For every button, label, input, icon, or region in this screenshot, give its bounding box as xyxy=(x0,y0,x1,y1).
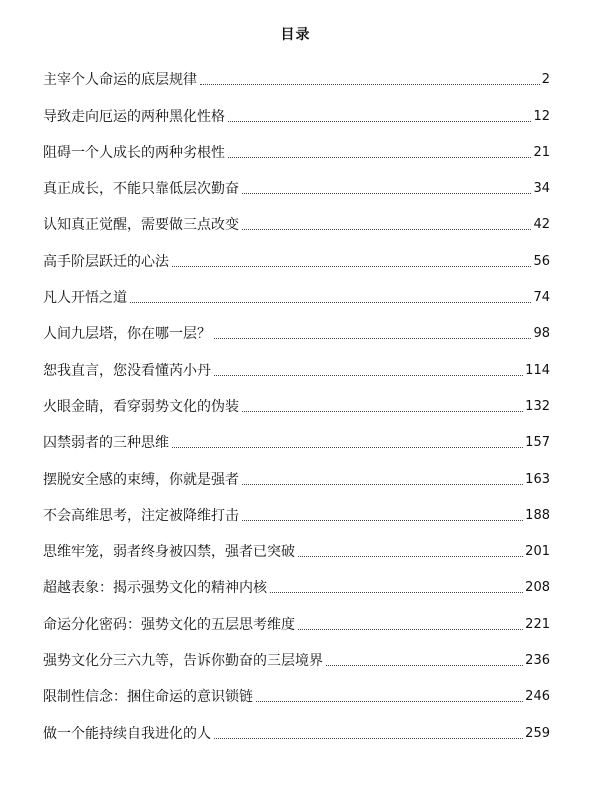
toc-entry-title: 高手阶层跃迁的心法 xyxy=(43,253,169,270)
toc-entry[interactable] xyxy=(43,635,550,671)
toc-entry-page-number: 56 xyxy=(533,253,550,269)
toc-entry[interactable] xyxy=(43,562,550,598)
toc-entry-page-number: 98 xyxy=(533,326,550,342)
toc-entry[interactable] xyxy=(43,453,550,489)
toc-entry-page-number: 201 xyxy=(525,544,550,560)
toc-entry[interactable] xyxy=(43,163,550,199)
toc-entry-title: 阻碍一个人成长的两种劣根性 xyxy=(43,144,225,161)
toc-entry-title: 超越表象：揭示强势文化的精神内核 xyxy=(43,580,267,597)
toc-entry[interactable] xyxy=(43,199,550,235)
toc-entry-page-number: 221 xyxy=(525,616,550,632)
dot-leader xyxy=(242,193,531,194)
toc-entry-page-number: 34 xyxy=(533,181,550,197)
toc-entry[interactable] xyxy=(43,344,550,380)
toc-entry-page-number: 259 xyxy=(525,725,550,741)
dot-leader xyxy=(298,629,523,630)
toc-entry[interactable] xyxy=(43,490,550,526)
toc-entry[interactable] xyxy=(43,381,550,417)
toc-entry-title: 恕我直言，您没看懂芮小丹 xyxy=(43,362,211,379)
dot-leader xyxy=(228,121,531,122)
table-of-contents xyxy=(43,54,550,744)
toc-entry-page-number: 42 xyxy=(533,217,550,233)
toc-entry-page-number: 132 xyxy=(525,398,550,414)
toc-entry-title: 命运分化密码：强势文化的五层思考维度 xyxy=(43,616,295,633)
toc-entry-title: 摆脱安全感的束缚，你就是强者 xyxy=(43,471,239,488)
dot-leader xyxy=(256,701,523,702)
dot-leader xyxy=(172,266,531,267)
toc-entry-page-number: 188 xyxy=(525,507,550,523)
dot-leader xyxy=(214,738,523,739)
dot-leader xyxy=(200,84,540,85)
toc-entry[interactable] xyxy=(43,54,550,90)
dot-leader xyxy=(270,592,523,593)
dot-leader xyxy=(326,665,523,666)
toc-entry[interactable] xyxy=(43,235,550,271)
dot-leader xyxy=(242,229,531,230)
toc-entry[interactable] xyxy=(43,707,550,743)
toc-entry-page-number: 12 xyxy=(533,108,550,124)
toc-entry-title: 做一个能持续自我进化的人 xyxy=(43,725,211,742)
dot-leader xyxy=(298,556,523,557)
toc-entry-title: 囚禁弱者的三种思维 xyxy=(43,435,169,452)
toc-entry-title: 导致走向厄运的两种黑化性格 xyxy=(43,108,225,125)
toc-entry[interactable] xyxy=(43,272,550,308)
toc-entry[interactable] xyxy=(43,417,550,453)
toc-entry-page-number: 157 xyxy=(525,435,550,451)
toc-entry-title: 人间九层塔，你在哪一层？ xyxy=(43,326,211,343)
toc-entry-title: 思维牢笼，弱者终身被囚禁，强者已突破 xyxy=(43,544,295,561)
toc-entry-title: 强势文化分三六九等，告诉你勤奋的三层境界 xyxy=(43,653,323,670)
toc-entry-page-number: 236 xyxy=(525,653,550,669)
toc-entry-page-number: 114 xyxy=(525,362,550,378)
dot-leader xyxy=(242,520,523,521)
toc-entry[interactable] xyxy=(43,598,550,634)
toc-entry-title: 火眼金睛，看穿弱势文化的伪装 xyxy=(43,398,239,415)
toc-entry-title: 主宰个人命运的底层规律 xyxy=(43,72,197,89)
toc-entry[interactable] xyxy=(43,90,550,126)
toc-entry-page-number: 21 xyxy=(533,144,550,160)
toc-entry-page-number: 163 xyxy=(525,471,550,487)
toc-entry-title: 限制性信念：捆住命运的意识锁链 xyxy=(43,689,253,706)
page-title: 目录 xyxy=(280,27,311,43)
dot-leader xyxy=(214,375,523,376)
toc-entry[interactable] xyxy=(43,671,550,707)
dot-leader xyxy=(172,447,523,448)
dot-leader xyxy=(242,484,523,485)
toc-entry-page-number: 246 xyxy=(525,689,550,705)
dot-leader xyxy=(130,302,531,303)
toc-entry-title: 真正成长，不能只靠低层次勤奋 xyxy=(43,181,239,198)
dot-leader xyxy=(214,338,531,339)
toc-entry-title: 不会高维思考，注定被降维打击 xyxy=(43,507,239,524)
toc-entry-title: 认知真正觉醒，需要做三点改变 xyxy=(43,217,239,234)
toc-entry-page-number: 2 xyxy=(541,72,550,88)
toc-entry[interactable] xyxy=(43,127,550,163)
toc-entry[interactable] xyxy=(43,308,550,344)
toc-entry-page-number: 208 xyxy=(525,580,550,596)
dot-leader xyxy=(228,157,531,158)
toc-entry-page-number: 74 xyxy=(533,290,550,306)
toc-entry[interactable] xyxy=(43,526,550,562)
dot-leader xyxy=(242,411,523,412)
toc-entry-title: 凡人开悟之道 xyxy=(43,290,127,307)
